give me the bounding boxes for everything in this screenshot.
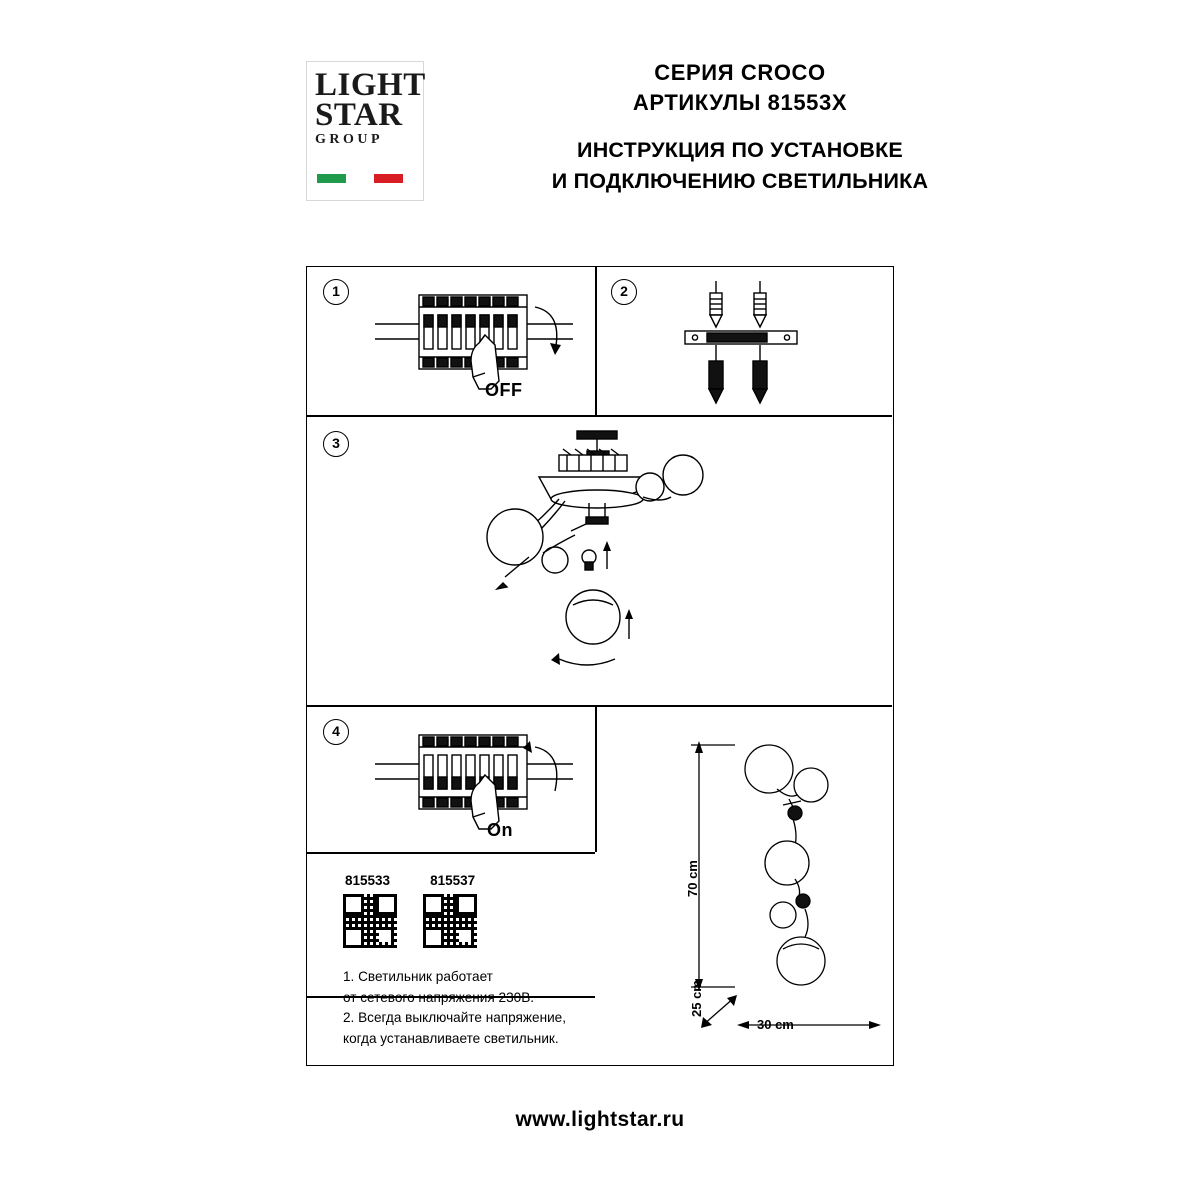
- step-number-3: 3: [323, 431, 349, 457]
- divider-row-2: [307, 705, 892, 707]
- step-number-1: 1: [323, 279, 349, 305]
- title-block: [440, 58, 1040, 196]
- note-line-3: 2. Всегда выключайте напряжение,: [343, 1010, 567, 1026]
- article-title: АРТИКУЛЫ 81553X: [632, 89, 848, 115]
- note-line-4: когда устанавливаете светильник.: [343, 1030, 559, 1046]
- step-1-label: OFF: [485, 380, 523, 400]
- step-number-2: 2: [611, 279, 637, 305]
- product-codes-block: [343, 873, 477, 948]
- logo-line-3: GROUP: [315, 131, 384, 147]
- instruction-title-line-1: ИНСТРУКЦИЯ ПО УСТАНОВКЕ: [577, 138, 903, 163]
- step-4-illustration: [367, 717, 597, 852]
- brand-logo: [306, 61, 424, 201]
- qr-code-icon[interactable]: [343, 894, 397, 948]
- step-4-label: On: [487, 820, 513, 840]
- note-line-2: от сетевого напряжения 230В.: [343, 989, 535, 1005]
- italian-flag-icon: [317, 174, 403, 183]
- note-line-1: 1. Светильник работает: [343, 969, 493, 984]
- dimension-height-label: 70 cm: [685, 860, 700, 897]
- product-code-2: 815537: [430, 873, 476, 888]
- logo-wordmark: [315, 67, 426, 147]
- instruction-panel: [306, 266, 894, 1066]
- dimension-drawing: [677, 729, 892, 1049]
- qr-code-icon[interactable]: [423, 894, 477, 948]
- dimension-width-label: 30 cm: [757, 1017, 794, 1032]
- footer-website[interactable]: www.lightstar.ru: [515, 1108, 685, 1131]
- notes-block: [343, 967, 605, 1050]
- logo-line-1: LIGHT: [315, 67, 426, 103]
- step-2-illustration: [677, 275, 837, 415]
- divider-row-3: [307, 852, 595, 854]
- step-1-illustration: [367, 277, 597, 412]
- instruction-title-line-2: И ПОДКЛЮЧЕНИЮ СВЕТИЛЬНИКА: [551, 168, 929, 193]
- series-title: СЕРИЯ CROCO: [654, 60, 826, 85]
- document-header: [0, 0, 1200, 240]
- logo-line-2: STAR: [315, 97, 403, 134]
- step-number-4: 4: [323, 719, 349, 745]
- divider-row-1: [307, 415, 892, 417]
- product-code-1: 815533: [345, 873, 391, 888]
- dimension-depth-label: 25 cm: [689, 980, 704, 1017]
- step-3-illustration: [447, 427, 747, 702]
